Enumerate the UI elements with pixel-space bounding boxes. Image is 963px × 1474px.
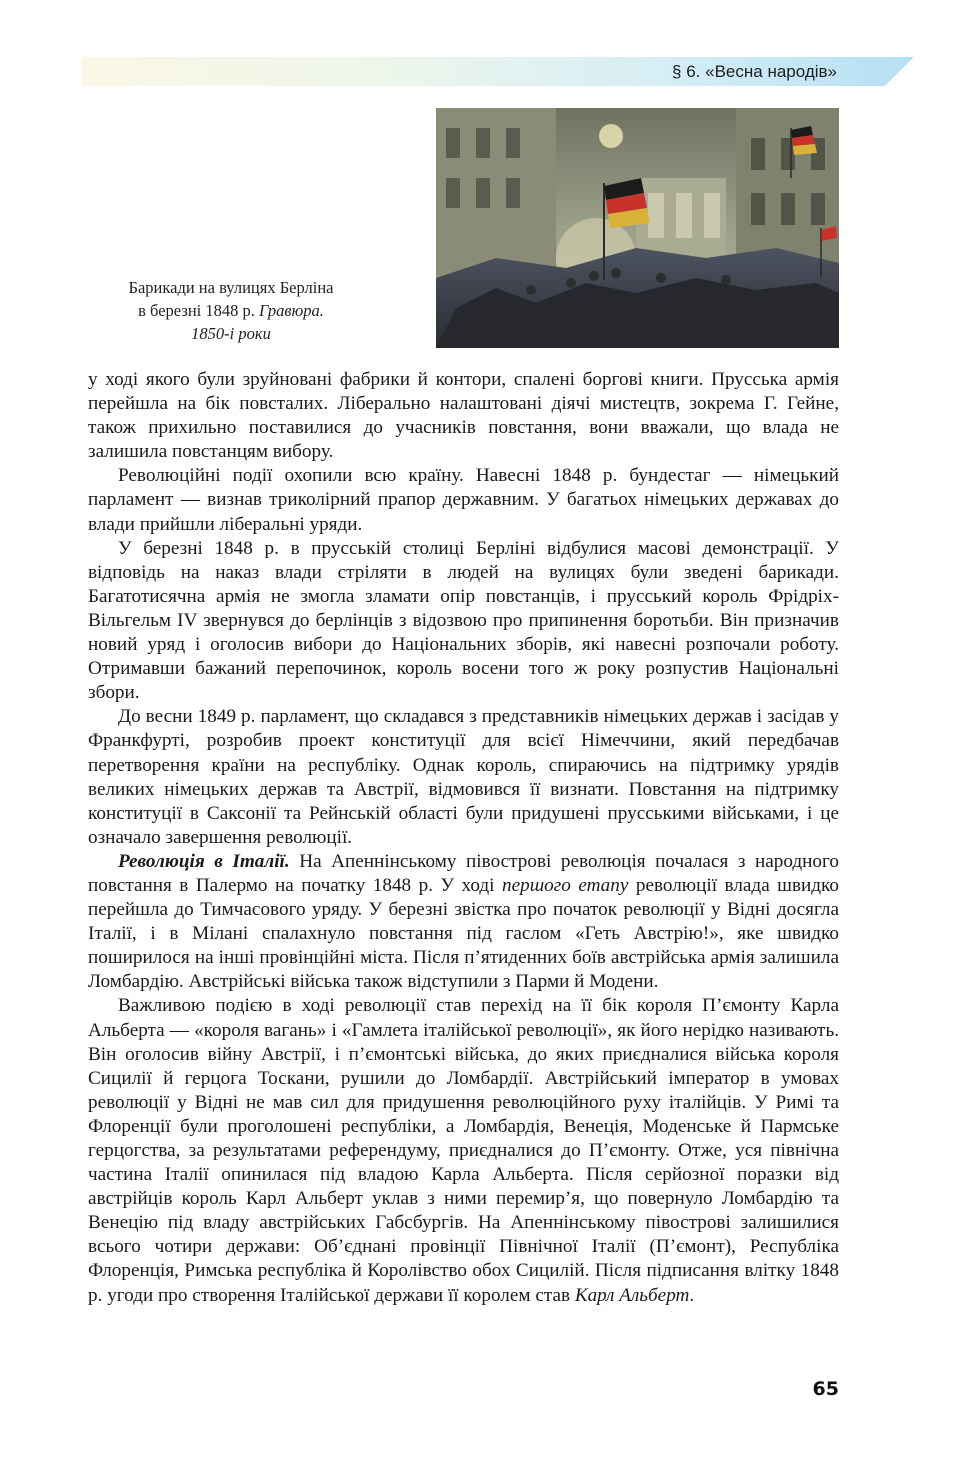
caption-line-3: 1850-і роки [191,324,271,343]
engraving-image [436,108,839,348]
paragraph-6 [88,994,839,1307]
caption-date-text: в березні 1848 р. [138,301,259,320]
barricade-engraving [436,108,839,348]
caption-medium: Гравюра. [259,301,324,320]
page-number: 65 [812,1378,839,1400]
paragraph-6-text: Важливою подією в ході революції став перехід на її бік короля П’ємонту Карла Альберта — «короля вагань» і «Гамлета італійської революції», як його нерідко називають. Він оголосив війну Австрії, і п’ємонтські війська, до яких приєдналися війська короля Сицилії й герцога Тоскани, рушили до Ломбардії. Австрійський імператор в умовах революції у Відні не мав сил для придушення революційного руху італійців. У Римі та Флоренції були проголошені республіки, а Ломбардія, Венеція, Моденське й Пармське герцогства, за результатами референдуму, приєдналися до П’ємонту. Отже, уся північна частина Італії опинилася під владою Карла Альберта. Після серйозної поразки від австрійців король Карл Альберт уклав з ними перемир’я, що повернуло Ломбардію та Венецію під владу австрійських Габсбургів. На Апеннінському півострові залишилися всього чотири держави: Об’єднані провінції Північної Італії (П’ємонт), Республіка Флоренція, Римська республіка й Королівство обох Сицилій. Після підписання влітку 1848 р. угоди про створення Італійської держави її королем став [88,995,839,1306]
paragraph-5-italic: першого етапу [501,874,629,896]
paragraph-5 [88,850,839,995]
paragraph-5-text-b: революції влада швидко перейшла до Тимчасового уряду. У березні звістка про початок революції у Відні досягла Італії, і в Мілані спалахнуло повстання під гаслом «Геть Австрію!», яке швидко поширилося на інші провінційні міста. Після п’ятиденних боїв австрійська армія залишила Ломбардію. Австрійські війська також відступили з Парми й Модени. [88,874,839,993]
paragraph-6-end: . [689,1284,695,1306]
section-title: § 6. «Весна народів» [672,62,837,81]
caption-line-2 [92,299,370,322]
italy-revolution-heading: Революція в Італії. [118,850,290,872]
body-text [88,368,839,1308]
paragraph-3: У березні 1848 р. в прусській столиці Берліні відбулися масові демонстрації. У відповідь на наказ влади стріляти в людей на вулицях були зведені барикади. Багатотисячна армія не змогла зламати опір повстанців, і прусський король Фрідріх-Вільгельм IV звернувся до берлінців з відозвою про припинення боротьби. Він призначив новий уряд і оголосив вибори до Національних зборів, які навесні розпочали роботу. Отримавши бажаний перепочинок, король восени того ж року розпустив Національні збори. [88,537,839,704]
paragraph-1: у ході якого були зруйновані фабрики й контори, спалені боргові книги. Прусська армія перейшла на бік повсталих. Ліберально налаштовані діячі мистецтв, зокрема Г. Гейне, також прихильно поставилися до учасників повстання, вони вважали, що влада не залишила повстанцям вибору. [88,369,839,463]
paragraph-4: До весни 1849 р. парламент, що складався з представників німецьких держав і засідав у Франкфурті, розробив проект конституції для всієї Німеччини, який передбачав перетворення країни на республіку. Однак король, спираючись на підтримку урядів великих німецьких держав та Австрії, відмовився її визнати. Повстання на підтримку конституції в Саксонії та Рейнській області були придушені прусськими військами, і це означало завершення революції. [88,706,839,848]
caption-line-1: Барикади на вулицях Берліна [128,278,334,297]
paragraph-6-italic: Карл Альберт [574,1284,690,1306]
paragraph-2: Революційні події охопили всю країну. Навесні 1848 р. бундестаг — німецький парламент — визнав триколірний прапор державним. У багатьох німецьких державах до влади прийшли ліберальні уряди. [88,465,839,535]
figure-caption [92,276,370,345]
paragraph-5-text-a: На Апеннінському півострові революція почалася з народного повстання в Палермо на початку 1848 р. У ході [88,850,839,896]
